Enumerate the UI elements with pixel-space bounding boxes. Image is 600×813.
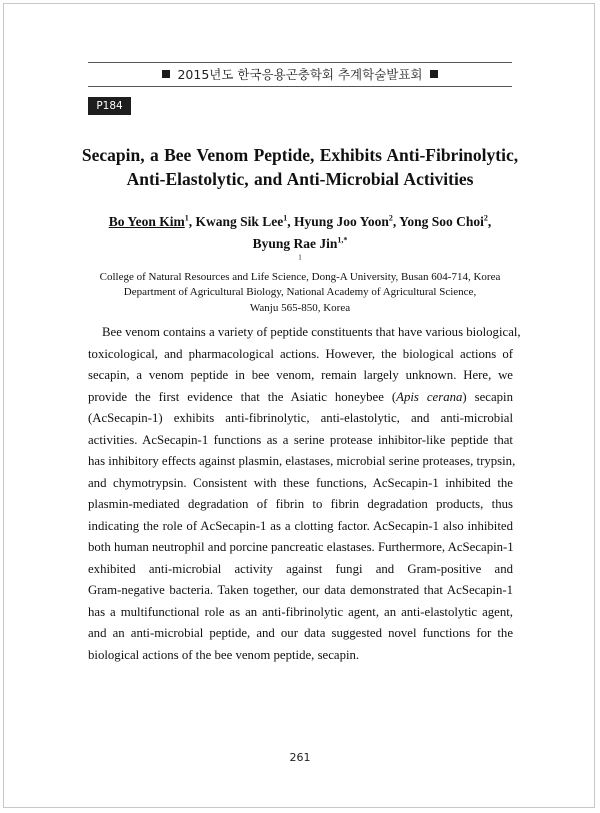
abstract-line: has a multifunctional role as an anti-fibrinolytic agent, an anti-elastolytic agent,	[88, 604, 513, 619]
species-name: Apis cerana	[396, 389, 463, 404]
abstract-line: exhibited anti-microbial activity against fungi and Gram-positive and	[88, 561, 513, 576]
author-name: Kwang Sik Lee	[195, 214, 284, 229]
header-rule-bottom	[88, 86, 512, 87]
poster-number-badge: P184	[88, 97, 131, 115]
abstract-line: and chymotrypsin. Consistent with these functions, AcSecapin-1 inhibited the	[88, 475, 513, 490]
author-separator: ,	[287, 214, 295, 229]
paper-title	[60, 143, 540, 191]
abstract-body	[88, 322, 521, 666]
abstract-line: provide the first evidence that the Asiatic honeybee (Apis cerana) secapin	[88, 389, 513, 404]
author-line	[60, 211, 540, 233]
abstract-line: activities. AcSecapin-1 functions as a serine protease inhibitor-like peptide that	[88, 432, 513, 447]
author-name: Yong Soo Choi	[399, 214, 484, 229]
abstract-line: and an anti-microbial peptide, and our data suggested novel functions for the	[88, 626, 513, 640]
title-line: Anti-Elastolytic, and Anti-Microbial Activities	[126, 169, 474, 189]
abstract-line: secapin, a venom peptide in bee venom, remain largely unknown. Here, we	[88, 368, 513, 382]
affiliation-line: Wanju 565-850, Korea	[249, 301, 351, 314]
author-affiliation-mark: 1	[184, 213, 189, 223]
abstract-line: toxicological, and pharmacological actions. However, the biological actions of	[88, 346, 513, 361]
abstract-line: (AcSecapin-1) exhibits anti-fibrinolytic, anti-elastolytic, and anti-microbial	[88, 411, 513, 425]
abstract-line: Bee venom contains a variety of peptide constituents that have various biological,	[102, 325, 521, 339]
author-affiliation-mark: 2	[483, 213, 488, 223]
square-bullet-icon	[162, 70, 170, 78]
page-number: 261	[289, 751, 311, 764]
abstract-line: both human neutrophil and porcine pancreatic elastases. Furthermore, AcSecapin-1	[88, 540, 514, 554]
abstract-line: plasmin-mediated degradation of fibrin to fibrin degradation products, thus	[88, 497, 513, 511]
author-line	[60, 233, 540, 255]
author-name: Hyung Joo Yoon	[294, 214, 389, 229]
abstract-line: Gram-negative bacteria. Taken together, our data demonstrated that AcSecapin-1	[88, 583, 513, 597]
affiliations	[60, 254, 540, 316]
abstract-line: has inhibitory effects against plasmin, elastases, microbial serine proteases, trypsin,	[88, 454, 516, 468]
author-affiliation-mark: 1,*	[337, 235, 348, 245]
author-list	[60, 211, 540, 255]
author-affiliation-mark: 2	[388, 213, 393, 223]
abstract-line: biological actions of the bee venom peptide, secapin.	[88, 647, 360, 662]
author-affiliation-mark: 1	[283, 213, 288, 223]
conference-header	[88, 63, 512, 85]
author-separator: ,	[487, 214, 492, 229]
affiliation-line: $^1$ College of Natural Resources and Life Science, Dong-A University, Busan 604-714, Korea	[99, 253, 501, 283]
author-separator: ,	[188, 214, 196, 229]
square-bullet-icon	[430, 70, 438, 78]
affiliation-mark: 1	[298, 253, 302, 262]
author-name: Bo Yeon Kim	[108, 214, 185, 229]
author-separator: ,	[392, 214, 400, 229]
author-name: Byung Rae Jin	[252, 236, 338, 251]
title-line: Secapin, a Bee Venom Peptide, Exhibits Anti-Fibrinolytic,	[81, 145, 519, 165]
affiliation-line: Department of Agricultural Biology, National Academy of Agricultural Science,	[123, 286, 477, 298]
abstract-line: indicating the role of AcSecapin-1 as a clotting factor. AcSecapin-1 also inhibited	[88, 518, 513, 533]
conference-title: 2015년도 한국응용곤충학회 추계학술발표회	[177, 67, 423, 82]
